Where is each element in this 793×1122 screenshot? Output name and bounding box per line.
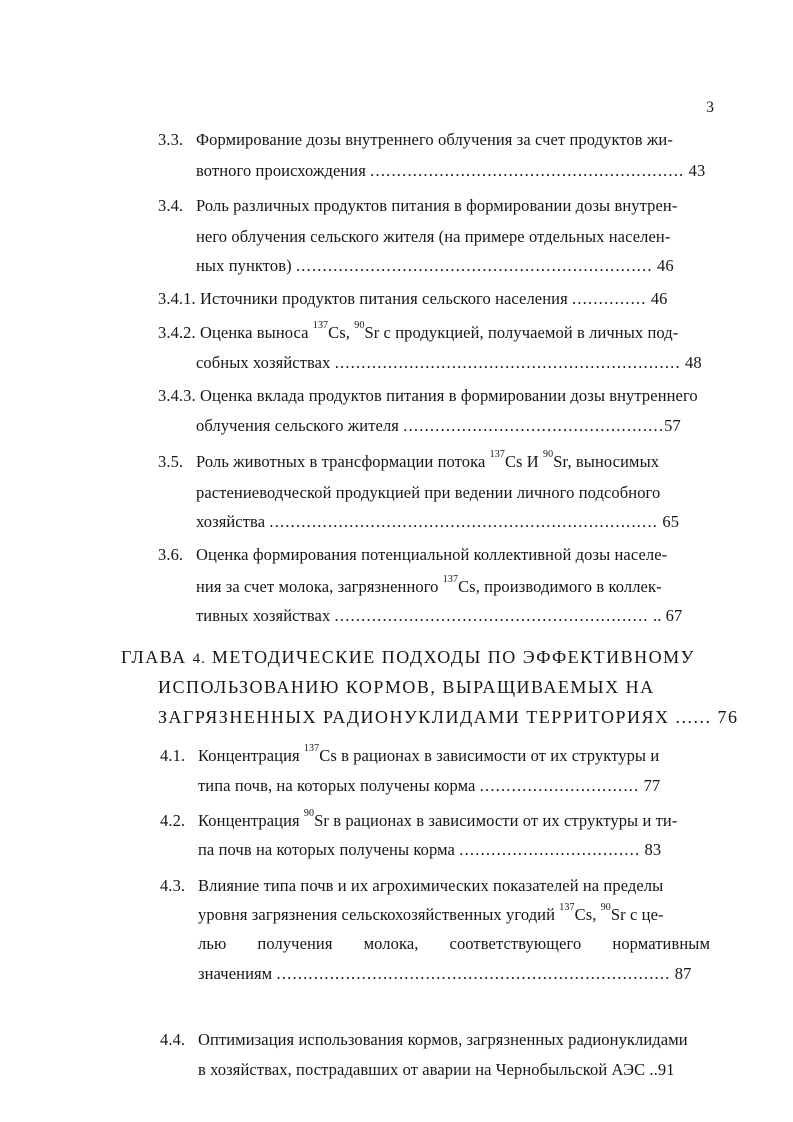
isotope-mass-number: 137 xyxy=(559,902,575,913)
leader-dots: ................................................. xyxy=(403,416,665,435)
entry-line-3: лью получения молока, соответствующего нормативным xyxy=(198,934,710,953)
chapter-prefix: ГЛАВА xyxy=(121,647,187,667)
entry-line xyxy=(158,289,668,309)
entry-page-number: 65 xyxy=(662,512,680,531)
chapter-heading-line-1 xyxy=(121,647,695,668)
entry-title-text: уровня загрязнения сельскохозяйственных угодий xyxy=(198,905,556,924)
entry-page-number: 57 xyxy=(664,416,681,435)
entry-title-text: Cs в рационах в зависимости от их структуры и xyxy=(319,746,660,765)
entry-title-text: ния за счет молока, загрязненного xyxy=(196,577,439,596)
entry-title-text: хозяйства xyxy=(196,512,266,531)
entry-line-1 xyxy=(198,808,678,831)
entry-page-number: .. 67 xyxy=(652,606,683,625)
entry-title-text: Концентрация xyxy=(198,811,300,830)
leader-dots: .............................. xyxy=(479,776,640,795)
entry-line-1 xyxy=(158,320,679,343)
entry-title-text: Источники продуктов питания сельского населения xyxy=(199,289,568,308)
leader-dots: ........................................................... xyxy=(370,161,685,180)
isotope-mass-number: 137 xyxy=(442,574,459,585)
isotope-mass-number: 137 xyxy=(303,743,320,754)
entry-title-text: значениям xyxy=(198,964,273,983)
entry-line-1: Оценка формирования потенциальной коллективной дозы населе- xyxy=(196,545,668,564)
isotope-mass-number: 90 xyxy=(543,449,554,460)
entry-line-3 xyxy=(196,606,682,626)
entry-title-text: Оценка выноса xyxy=(199,323,309,342)
entry-title-text: Cs, производимого в коллек- xyxy=(458,577,662,596)
entry-title-text: Cs И xyxy=(504,452,539,471)
chapter-title-text: МЕТОДИЧЕСКИЕ ПОДХОДЫ ПО ЭФФЕКТИВНОМУ xyxy=(211,647,695,667)
entry-line-1: Оптимизация использования кормов, загрязненных радионуклидами xyxy=(198,1030,688,1049)
entry-page-number: 83 xyxy=(644,840,662,859)
entry-title-text: Роль животных в трансформации потока xyxy=(196,452,486,471)
page-number: 3 xyxy=(706,99,714,116)
entry-line-1 xyxy=(158,386,698,406)
entry-title-line-1: Роль различных продуктов питания в формировании дозы внутрен- xyxy=(196,196,678,215)
entry-line-2 xyxy=(196,353,702,373)
entry-title-line-1: Формирование дозы внутреннего облучения за счет продуктов жи- xyxy=(196,130,673,149)
entry-line-2 xyxy=(198,840,661,860)
isotope-mass-number: 137 xyxy=(312,320,329,331)
entry-title-line-2: него облучения сельского жителя (на примере отдельных населен- xyxy=(196,227,671,246)
entry-page-number: 48 xyxy=(685,353,702,372)
chapter-number: 4. xyxy=(192,651,206,667)
leader-dots: ...... xyxy=(675,707,712,727)
entry-title-text: типа почв, на которых получены корма xyxy=(198,776,476,795)
entry-page-number: 77 xyxy=(643,776,661,795)
isotope-mass-number: 90 xyxy=(354,320,365,331)
chapter-heading-line-3 xyxy=(158,707,739,728)
entry-title-text: ных пунктов) xyxy=(196,256,292,275)
leader-dots: ................................................................. xyxy=(334,353,681,372)
entry-line-2: растениеводческой продукцией при ведении личного подсобного xyxy=(196,483,661,502)
entry-title-text: облучения сельского жителя xyxy=(196,416,399,435)
entry-number: 4.1. xyxy=(160,746,186,765)
leader-dots: ................................................................... xyxy=(295,256,653,275)
entry-line-2 xyxy=(196,416,681,436)
chapter-title-text: ЗАГРЯЗНЕННЫХ РАДИОНУКЛИДАМИ ТЕРРИТОРИЯХ xyxy=(158,707,670,727)
entry-page-number: 87 xyxy=(674,964,692,983)
entry-line-2 xyxy=(198,902,664,925)
entry-number: 3.4. xyxy=(158,196,184,215)
entry-title-text: Sr с продукцией, получаемой в личных под- xyxy=(364,323,679,342)
entry-line-4 xyxy=(198,964,691,984)
entry-number: 3.4.2. xyxy=(158,323,196,342)
leader-dots: .............. xyxy=(572,289,647,308)
entry-line-3 xyxy=(196,512,679,532)
entry-line-1: Влияние типа почв и их агрохимических показателей на пределы xyxy=(198,876,664,895)
entry-line-1 xyxy=(198,743,660,766)
entry-number: 3.4.3. xyxy=(158,386,196,405)
entry-title-text: Cs, xyxy=(328,323,351,342)
entry-number: 3.6. xyxy=(158,545,184,564)
entry-number: 4.2. xyxy=(160,811,186,830)
entry-line-1 xyxy=(196,449,660,472)
entry-line-2: в хозяйствах, пострадавших от аварии на Чернобыльской АЭС ..91 xyxy=(198,1060,675,1079)
entry-title-text: Оценка вклада продуктов питания в формировании дозы внутреннего xyxy=(199,386,698,405)
entry-number: 3.5. xyxy=(158,452,184,471)
leader-dots: ........................................................... xyxy=(334,606,649,625)
entry-page-number: 46 xyxy=(650,289,668,308)
leader-dots: .......................................................................... xyxy=(276,964,671,983)
entry-number: 3.3. xyxy=(158,130,184,149)
entry-title-text: вотного происхождения xyxy=(196,161,366,180)
entry-number: 4.3. xyxy=(160,876,186,895)
entry-title-text: Sr в рационах в зависимости от их структуры и ти- xyxy=(314,811,678,830)
entry-page-number: 43 xyxy=(688,161,706,180)
isotope-mass-number: 137 xyxy=(489,449,505,460)
entry-title-text: па почв на которых получены корма xyxy=(198,840,455,859)
isotope-mass-number: 90 xyxy=(600,902,611,913)
entry-page-number: 46 xyxy=(656,256,674,275)
entry-number: 3.4.1. xyxy=(158,289,196,308)
entry-title-text: собных хозяйствах xyxy=(196,353,331,372)
leader-dots: .................................. xyxy=(459,840,641,859)
entry-title-text: Cs, xyxy=(574,905,597,924)
entry-title-line-3 xyxy=(196,256,674,276)
isotope-mass-number: 90 xyxy=(303,808,315,819)
entry-title-line-2 xyxy=(196,161,705,181)
entry-title-text: Концентрация xyxy=(198,746,300,765)
entry-number: 4.4. xyxy=(160,1030,186,1049)
entry-title-text: тивных хозяйствах xyxy=(196,606,331,625)
entry-title-text: Sr с це- xyxy=(610,905,664,924)
chapter-page-number: 76 xyxy=(717,707,739,727)
entry-line-2 xyxy=(198,776,660,796)
leader-dots: ......................................................................... xyxy=(269,512,659,531)
chapter-heading-line-2: ИСПОЛЬЗОВАНИЮ КОРМОВ, ВЫРАЩИВАЕМЫХ НА xyxy=(158,677,655,697)
entry-title-text: Sr, выносимых xyxy=(553,452,660,471)
entry-line-2 xyxy=(196,574,662,597)
